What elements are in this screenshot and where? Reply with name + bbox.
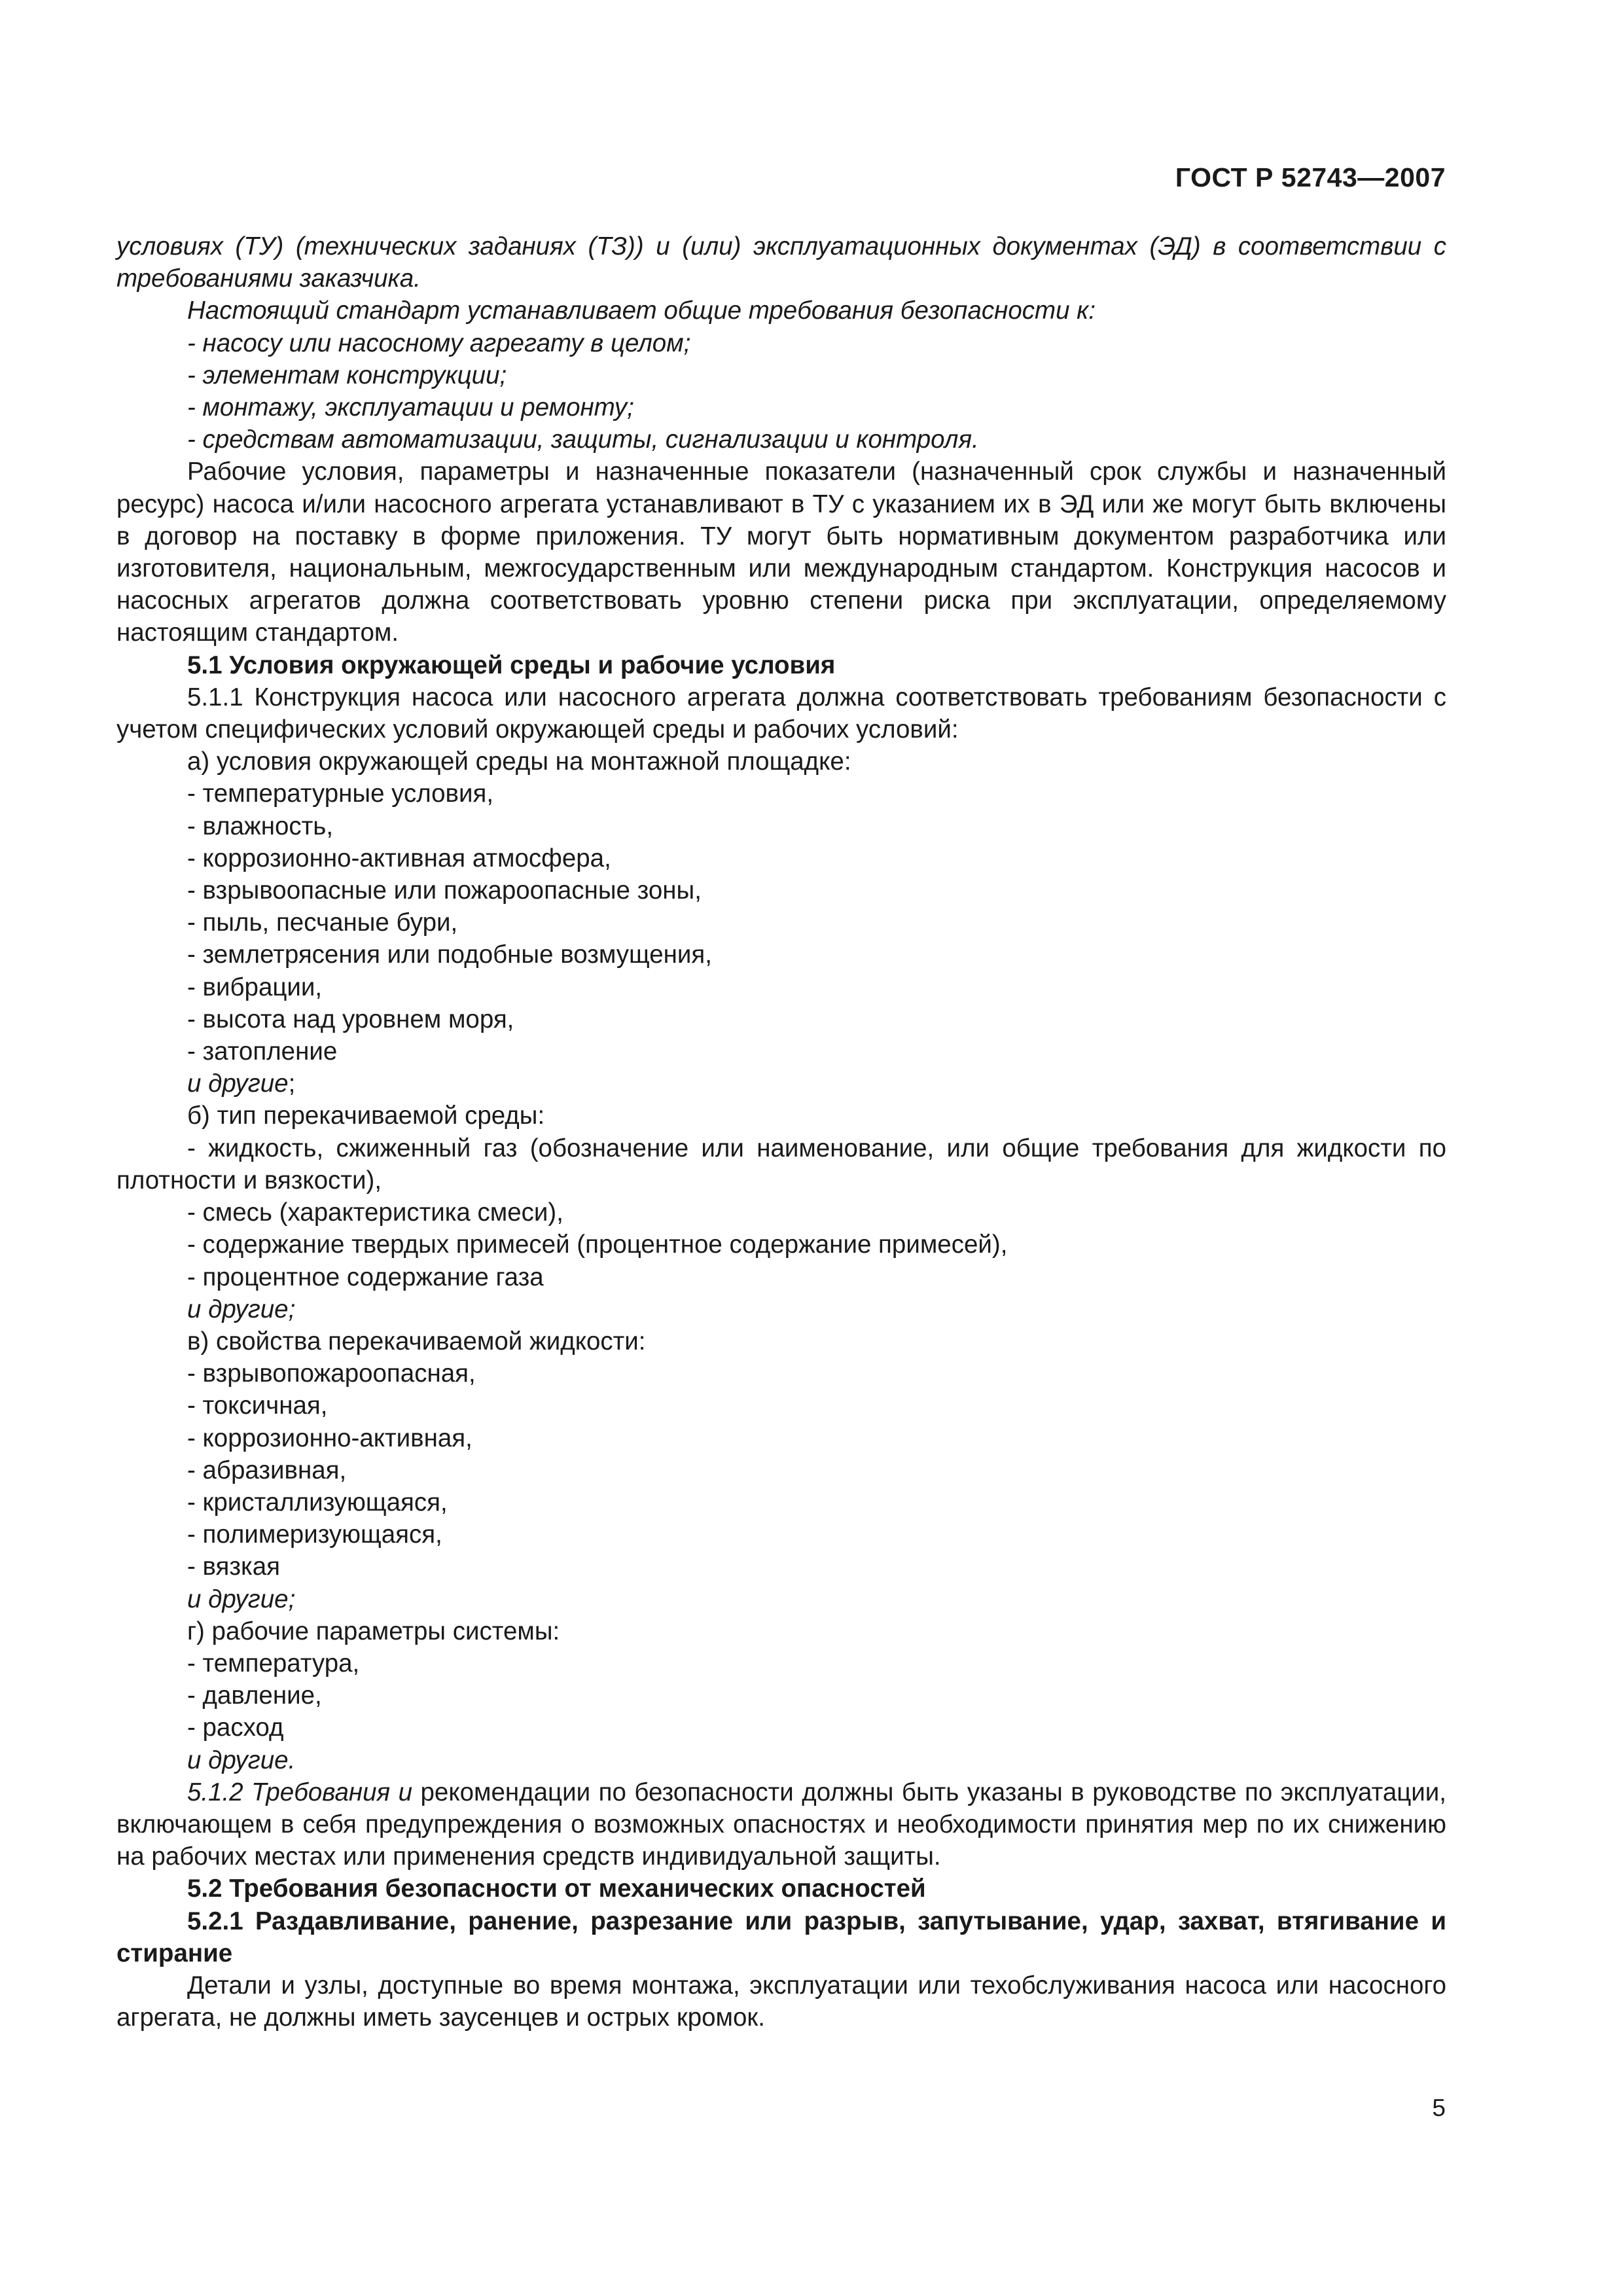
clause-5-2-1-paragraph: Детали и узлы, доступные во время монтажа, эксплуатации или техобслуживания насоса или насосного агрегата, не должны иметь заусенцев и острых кромок. — [116, 1971, 1446, 2032]
page-body — [116, 230, 1446, 2034]
list-b-lead: б) тип перекачиваемой среды: — [187, 1102, 545, 1130]
working-conditions-paragraph: Рабочие условия, параметры и назначенные показатели (назначенный срок службы и назначенный ресурс) насоса и/или насосного агрегата устанавливают в ТУ с указанием их в ЭД или же могут быть включены в договор на поставку в форме приложения. ТУ могут быть нормативным документом разработчика или изготовителя, национальным, межгосударственным или международным стандартом. Конструкция насосов и насосных агрегатов должна соответствовать уровню степени риска при эксплуатации, определяемому настоящим стандартом. — [116, 457, 1446, 647]
list-item: - вибрации, — [187, 973, 323, 1001]
scope-item: - монтажу, эксплуатации и ремонту; — [187, 393, 634, 422]
section-5-2-heading: 5.2 Требования безопасности от механических опасностей — [187, 1874, 926, 1903]
list-item: - токсичная, — [187, 1391, 328, 1420]
clause-5-1-2-text: рекомендации по безопасности должны быть указаны в руководстве по эксплуатации, включающем в себя предупреждения о возможных опасностях и необходимости принятия мер по их снижению на рабочих местах или применения средств индивидуальной защиты. — [116, 1778, 1446, 1871]
other-punct: ; — [288, 1069, 296, 1098]
list-item: - влажность, — [187, 812, 334, 840]
clause-5-1-1: 5.1.1 Конструкция насоса или насосного агрегата должна соответствовать требованиям безопасности с учетом специфических условий окружающей среды и рабочих условий: — [116, 683, 1446, 744]
list-item: - землетрясения или подобные возмущения, — [187, 941, 712, 969]
list-v-lead: в) свойства перекачиваемой жидкости: — [187, 1327, 646, 1355]
list-item: - взрывопожароопасная, — [187, 1359, 476, 1388]
list-item: - температура, — [187, 1649, 360, 1677]
list-item: - высота над уровнем моря, — [187, 1005, 514, 1033]
list-item: - температурные условия, — [187, 780, 494, 808]
list-item: - кристаллизующаяся, — [187, 1488, 448, 1516]
list-item-wrapped: - жидкость, сжиженный газ (обозначение или наименование, или общие требования для жидкости по плотности и вязкости), — [116, 1134, 1446, 1194]
scope-item: - насосу или насосному агрегату в целом; — [187, 329, 691, 357]
list-g-other: и другие. — [187, 1746, 296, 1774]
scope-item: - элементам конструкции; — [187, 361, 507, 389]
list-item: - затопление — [187, 1037, 338, 1066]
list-item: - коррозионно-активная, — [187, 1424, 473, 1452]
clause-5-1-2-number: 5.1.2 Требования — [187, 1778, 391, 1806]
list-item: - содержание твердых примесей (процентное содержание примесей), — [187, 1230, 1008, 1259]
list-item: - коррозионно-активная атмосфера, — [187, 844, 611, 872]
section-5-1-heading: 5.1 Условия окружающей среды и рабочие условия — [187, 651, 836, 679]
document-code-header: ГОСТ Р 52743—2007 — [1175, 162, 1446, 192]
list-b-other: и другие; — [187, 1295, 296, 1323]
scope-item: - средствам автоматизации, защиты, сигнализации и контроля. — [187, 425, 979, 454]
list-item: - вязкая — [187, 1552, 280, 1581]
list-item: - полимеризующаяся, — [187, 1520, 442, 1549]
clause-5-1-2-and: и — [390, 1778, 421, 1806]
section-5-2-1-heading: 5.2.1 Раздавливание, ранение, разрезание или разрыв, запутывание, удар, захват, втягивание и стирание — [116, 1907, 1446, 1967]
list-item: - давление, — [187, 1681, 322, 1710]
scope-lead: Настоящий стандарт устанавливает общие требования безопасности к: — [187, 296, 1096, 325]
list-item: - расход — [187, 1713, 284, 1742]
list-item: - абразивная, — [187, 1456, 347, 1484]
clause-5-1-2 — [116, 1776, 1446, 1873]
list-item: - взрывоопасные или пожароопасные зоны, — [187, 876, 702, 905]
list-g-lead: г) рабочие параметры системы: — [187, 1617, 560, 1645]
list-item: - пыль, песчаные бури, — [187, 908, 458, 937]
list-a-lead: а) условия окружающей среды на монтажной площадке: — [187, 747, 851, 776]
page-number: 5 — [1432, 2094, 1446, 2121]
continuation-paragraph: условиях (ТУ) (технических заданиях (ТЗ)) и (или) эксплуатационных документах (ЭД) в соответствии с требованиями заказчика. — [116, 232, 1446, 293]
list-v-other: и другие; — [187, 1585, 296, 1613]
list-item: - процентное содержание газа — [187, 1263, 544, 1291]
list-a-other — [116, 1067, 1446, 1100]
list-item: - смесь (характеристика смеси), — [187, 1198, 563, 1227]
other-text: и другие — [187, 1069, 289, 1098]
